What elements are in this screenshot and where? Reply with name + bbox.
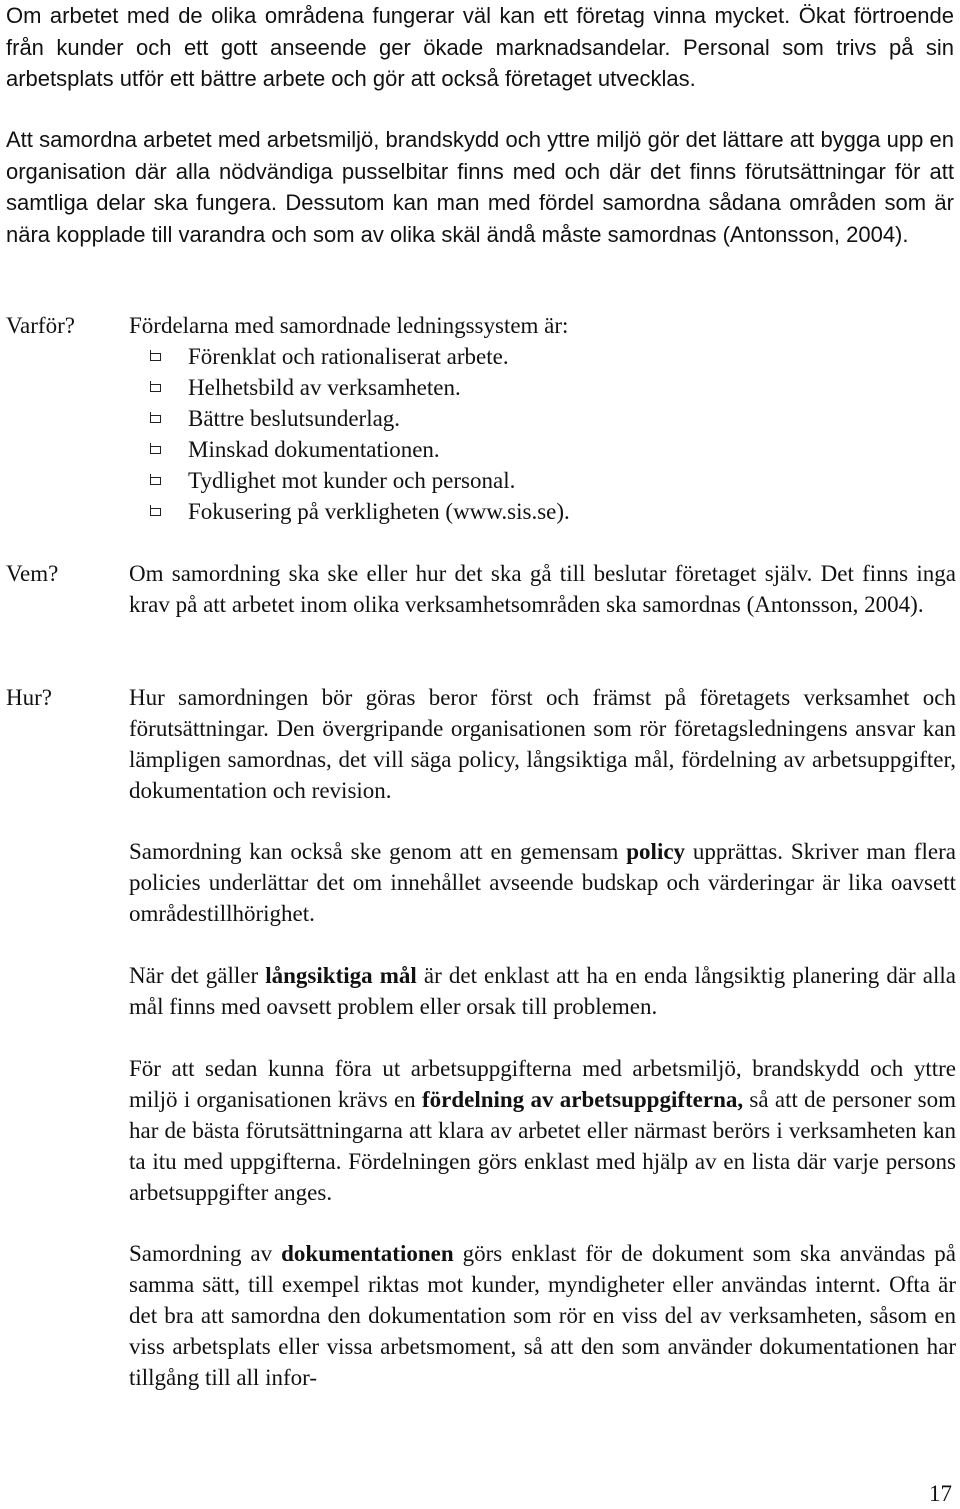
list-item: Tydlighet mot kunder och personal. [150, 465, 570, 496]
distribution-term: fördelning av arbetsuppgifterna, [421, 1087, 744, 1112]
hur-paragraph: Hur samordningen bör göras beror först och främst på företagets verksamhet och förutsättningar. Den övergripande organisationen som rör företagsledningens ansvar kan lämpligen samordnas, det vill säga policy, långsiktiga mål, fördelning av arbetsuppgifter, dokumentation och revision. [129, 685, 956, 803]
list-item: Fokusering på verkligheten (www.sis.se). [150, 496, 570, 527]
vem-paragraph: Om samordning ska ske eller hur det ska gå till beslutar företaget själv. Det finns inga krav på att arbetet inom olika verksamhetsområden ska samordnas (Antonsson, 2004). [129, 561, 956, 617]
list-item: Helhetsbild av verksamheten. [150, 372, 570, 403]
varfor-label: Varför? [6, 313, 75, 338]
list-item: Förenklat och rationaliserat arbete. [150, 341, 570, 372]
square-bullet-icon [150, 415, 161, 423]
varfor-intro: Fördelarna med samordnade ledningssystem är: [129, 313, 569, 338]
list-item: Minskad dokumentationen. [150, 434, 570, 465]
documentation-term: dokumentationen [281, 1241, 454, 1266]
list-item: Bättre beslutsunderlag. [150, 403, 570, 434]
square-bullet-icon [150, 353, 161, 361]
square-bullet-icon [150, 446, 161, 454]
intro-paragraph-2: Att samordna arbetet med arbetsmiljö, brandskydd och yttre miljö gör det lättare att bygga upp en organisation där alla nödvändiga pusselbitar finns med och där det finns förutsättningar för att samtliga delar ska fungera. Dessutom kan man med fördel samordna sådana områden som är nära kopplade till varandra och som av olika skäl ändå måste samordnas (Antonsson, 2004). [6, 127, 954, 247]
vem-label: Vem? [6, 561, 59, 586]
square-bullet-icon [150, 384, 161, 392]
goals-term: långsiktiga mål [265, 963, 417, 988]
benefits-list [150, 341, 570, 527]
hur-label: Hur? [6, 685, 52, 710]
goals-paragraph: När det gäller långsiktiga mål är det enklast att ha en enda långsiktig planering där alla mål finns med oavsett problem eller orsak till problemen. [129, 963, 957, 1019]
documentation-paragraph: Samordning av dokumentationen görs enklast för de dokument som ska användas på samma sätt, till exempel riktas mot kunder, myndigheter eller användas internt. Ofta är det bra att samordna den dokumentation som rör en viss del av verksamheten, såsom en viss arbetsplats eller vissa arbetsmoment, så att den som använder dokumentationen har tillgång till all infor- [129, 1241, 956, 1390]
distribution-paragraph: För att sedan kunna föra ut arbetsuppgifterna med arbetsmiljö, brandskydd och yttre miljö i organisationen krävs en fördelning av arbetsuppgifterna, så att de personer som har de bästa förutsättningarna att klara av arbetet eller närmast berörs i verksamheten kan ta itu med uppgifterna. Fördelningen görs enklast med hjälp av en lista där varje persons arbetsuppgifter anges. [129, 1056, 957, 1205]
page-number: 17 [929, 1481, 952, 1506]
intro-paragraph-1: Om arbetet med de olika områdena fungerar väl kan ett företag vinna mycket. Ökat förtroende från kunder och ett gott anseende ger ökade marknadsandelar. Personal som trivs på sin arbetsplats utför ett bättre arbete och gör att också företaget utvecklas. [6, 3, 954, 91]
policy-term: policy [626, 839, 686, 864]
policy-paragraph: Samordning kan också ske genom att en gemensam policy upprättas. Skriver man flera policies underlättar det om innehållet avseende budskap och värderingar är lika oavsett områdestillhörighet. [129, 839, 957, 926]
square-bullet-icon [150, 477, 161, 485]
square-bullet-icon [150, 508, 161, 516]
